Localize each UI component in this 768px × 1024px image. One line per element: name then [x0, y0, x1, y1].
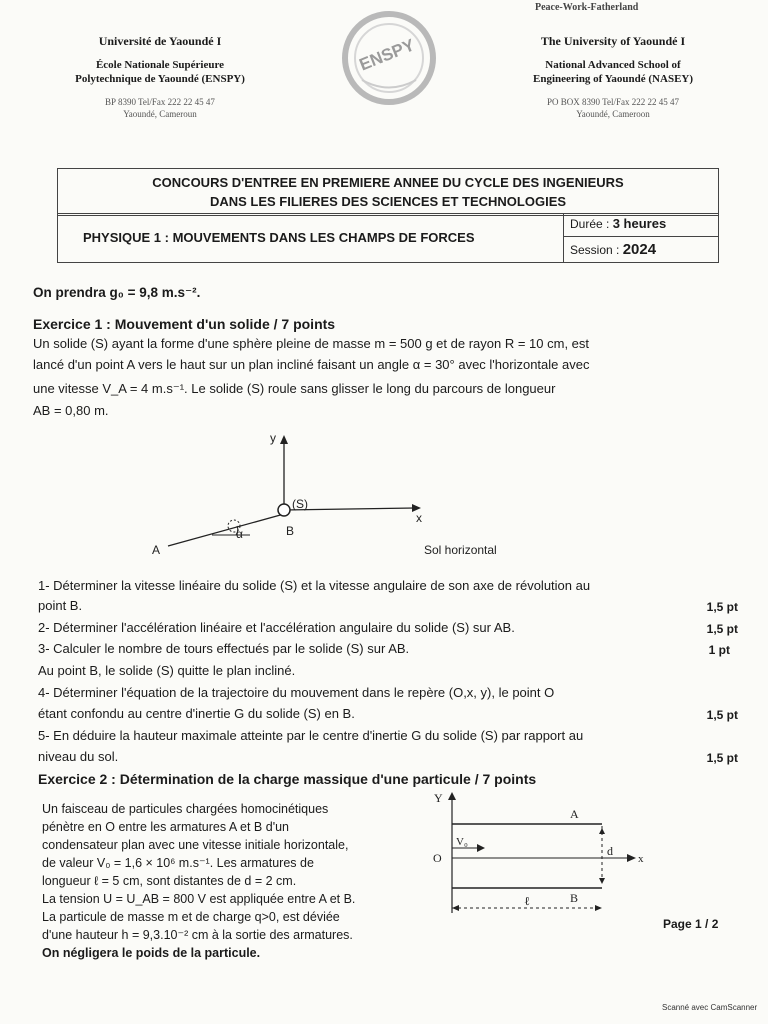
- school-fr-line2: Polytechnique de Yaoundé (ENSPY): [75, 73, 245, 85]
- subject-title: PHYSIQUE 1 : MOUVEMENTS DANS LES CHAMPS DE FORCES: [83, 230, 475, 245]
- header-left: [40, 34, 280, 120]
- ex1-q1-points: 1,5 pt: [706, 600, 738, 614]
- fig1-y-label: y: [270, 431, 276, 445]
- ex1-q5-line1: 5- En déduire la hauteur maximale atteinte par le centre d'inertie G du solide (S) par rapport au: [38, 728, 584, 743]
- session-value: 2024: [622, 241, 657, 258]
- ex1-text-line1: Un solide (S) ayant la forme d'une sphère pleine de masse m = 500 g et de rayon R = 10 cm, est: [33, 336, 590, 351]
- session-label: Session :: [570, 243, 620, 257]
- fig2-x-label: x: [638, 853, 644, 865]
- duration-value: 3 heures: [612, 216, 667, 231]
- fig1-a-label: A: [152, 543, 161, 557]
- capacitor-figure: [430, 788, 655, 923]
- contest-title-line2: DANS LES FILIERES DES SCIENCES ET TECHNOLOGIES: [209, 194, 567, 209]
- ex1-q3-points: 1 pt: [708, 643, 730, 657]
- duration-label: Durée :: [570, 217, 610, 231]
- fig2-b-label: B: [570, 891, 579, 905]
- page-number: Page 1 / 2: [663, 917, 719, 931]
- ex1-q5-line2: niveau du sol.: [38, 749, 119, 764]
- ex2-line1: Un faisceau de particules chargées homocinétiques: [42, 802, 329, 816]
- university-fr: Université de Yaoundé I: [98, 34, 222, 48]
- fig2-y-label: Y: [434, 791, 443, 805]
- ex2-title: Exercice 2 : Détermination de la charge massique d'une particule / 7 points: [38, 771, 537, 787]
- fig1-s-label: (S): [292, 497, 308, 511]
- session: [570, 241, 656, 258]
- ex1-text-line3: une vitesse V_A = 4 m.s⁻¹. Le solide (S) roule sans glisser le long du parcours de longueur: [33, 381, 556, 396]
- fig1-x-label: x: [416, 511, 422, 525]
- ex1-q4-line2: étant confondu au centre d'inertie G du solide (S) en B.: [38, 706, 355, 721]
- intro-gravity: On prendra g₀ = 9,8 m.s⁻².: [33, 285, 201, 300]
- box-divider: [563, 213, 564, 262]
- inclined-plane-figure: [140, 430, 540, 565]
- ex1-q4-line1: 4- Déterminer l'équation de la trajectoire du mouvement dans le repère (O,x, y), le point O: [38, 685, 555, 700]
- logo-text: ENSPY: [356, 35, 418, 75]
- ex1-q4-points: 1,5 pt: [706, 708, 738, 722]
- ex1-q1-line1: 1- Déterminer la vitesse linéaire du solide (S) et la vitesse angulaire de son axe de révolution au: [38, 578, 591, 593]
- ex1-q3: 3- Calculer le nombre de tours effectués par le solide (S) sur AB.: [38, 641, 410, 656]
- address-fr-line1: BP 8390 Tel/Fax 222 22 45 47: [105, 97, 215, 107]
- ex2-line2: pénètre en O entre les armatures A et B d'un: [42, 820, 289, 834]
- ex2-line9: On négligera le poids de la particule.: [42, 946, 261, 960]
- box-divider: [563, 236, 718, 237]
- fig2-o-label: O: [433, 851, 442, 865]
- ex1-q2: 2- Déterminer l'accélération linéaire et l'accélération angulaire du solide (S) sur AB.: [38, 620, 515, 635]
- fig2-a-label: A: [570, 807, 579, 821]
- address-fr-line2: Yaoundé, Cameroun: [123, 109, 197, 119]
- address-en-line1: PO BOX 8390 Tel/Fax 222 22 45 47: [547, 97, 679, 107]
- motto: Peace-Work-Fatherland: [535, 2, 639, 13]
- ex1-q1-line2: point B.: [38, 598, 83, 613]
- enspy-logo: [334, 10, 444, 110]
- header-right: [488, 34, 738, 120]
- fig1-ground-label: Sol horizontal: [424, 543, 497, 557]
- ex1-text-line4: AB = 0,80 m.: [33, 403, 109, 418]
- fig1-b-label: B: [286, 524, 295, 538]
- fig1-alpha-label: α: [236, 527, 243, 541]
- fig2-v0-label: V₀: [456, 836, 468, 848]
- fig2-l-label: ℓ: [524, 894, 530, 908]
- ex2-line3: condensateur plan avec une vitesse initiale horizontale,: [42, 838, 349, 852]
- ex1-note: Au point B, le solide (S) quitte le plan incliné.: [38, 663, 296, 678]
- school-en-line1: National Advanced School of: [545, 59, 681, 71]
- contest-title-box: [57, 168, 719, 216]
- ex2-line8: d'une hauteur h = 9,3.10⁻² cm à la sortie des armatures.: [42, 928, 353, 942]
- school-fr-line1: École Nationale Supérieure: [95, 59, 225, 71]
- scanner-watermark: Scanné avec CamScanner: [662, 1003, 758, 1012]
- address-en-line2: Yaoundé, Cameroon: [576, 109, 650, 119]
- ex1-q2-points: 1,5 pt: [706, 622, 738, 636]
- duration: [570, 216, 666, 231]
- ex2-line6: La tension U = U_AB = 800 V est appliquée entre A et B.: [42, 892, 356, 906]
- ex2-text: [42, 800, 424, 962]
- ex1-q5-points: 1,5 pt: [706, 751, 738, 765]
- ex1-title: Exercice 1 : Mouvement d'un solide / 7 points: [33, 316, 336, 332]
- subject-box: [57, 213, 719, 263]
- contest-title-line1: CONCOURS D'ENTREE EN PREMIERE ANNEE DU CYCLE DES INGENIEURS: [152, 175, 624, 190]
- school-en-line2: Engineering of Yaoundé (NASEY): [532, 73, 694, 85]
- fig2-d-label: d: [607, 844, 613, 858]
- ex1-text-line2: lancé d'un point A vers le haut sur un plan incliné faisant un angle α = 30° avec l'horizontale avec: [33, 357, 590, 372]
- university-en: The University of Yaoundé I: [540, 34, 686, 48]
- ex2-line7: La particule de masse m et de charge q>0, est déviée: [42, 910, 340, 924]
- ex2-line5: longueur ℓ = 5 cm, sont distantes de d = 2 cm.: [42, 874, 297, 888]
- ex2-line4: de valeur V₀ = 1,6 × 10⁶ m.s⁻¹. Les armatures de: [42, 856, 314, 870]
